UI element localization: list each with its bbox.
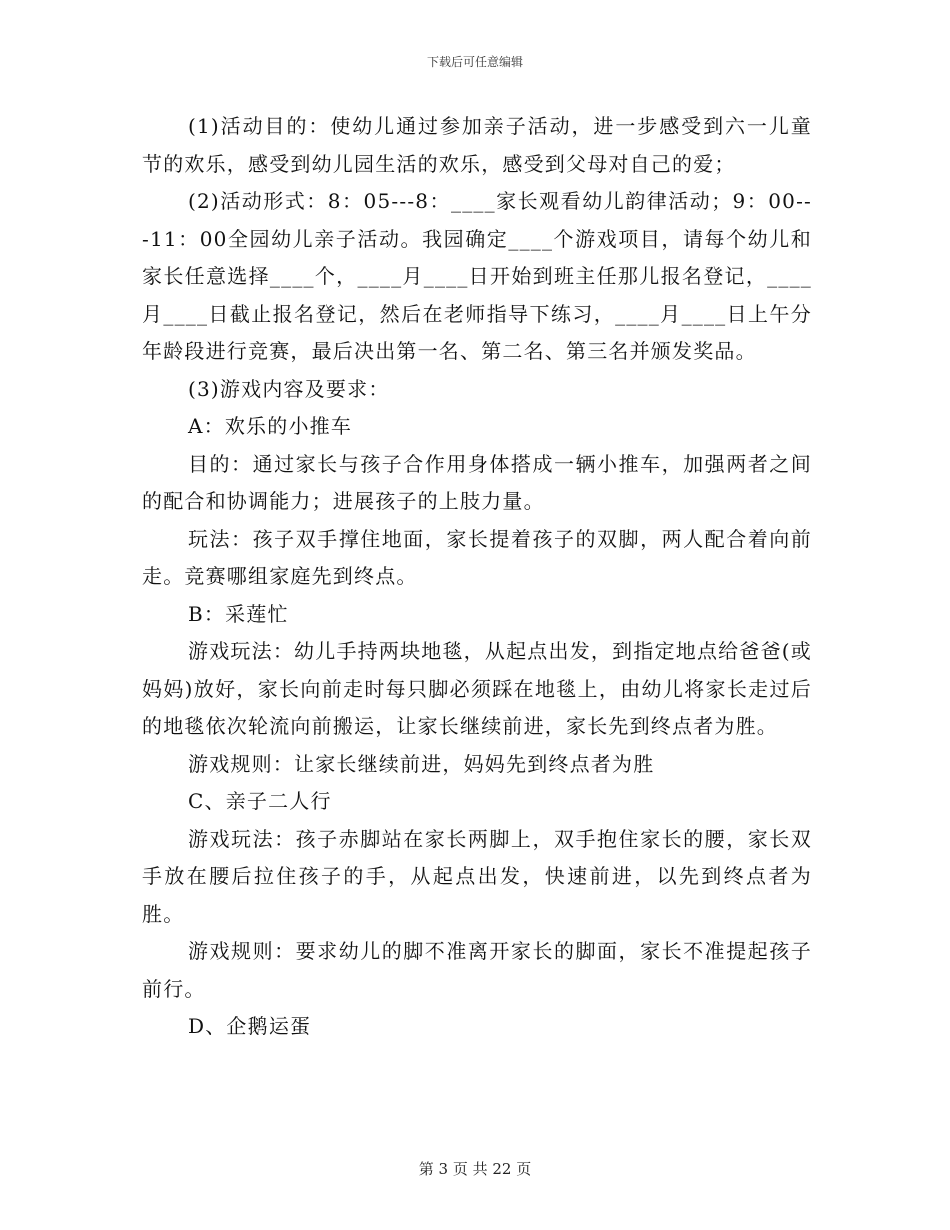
paragraph-activity-purpose: (1)活动目的：使幼儿通过参加亲子活动，进一步感受到六一儿童节的欢乐，感受到幼儿园生活的欢乐，感受到父母对自己的爱； bbox=[142, 114, 812, 176]
paragraph-game-c-title: C、亲子二人行 bbox=[188, 789, 332, 813]
paragraph-game-a-rules: 玩法：孩子双手撑住地面，家长提着孩子的双脚，两人配合着向前走。竞赛哪组家庭先到终点。 bbox=[142, 526, 812, 588]
paragraph-game-a-title: A：欢乐的小推车 bbox=[188, 414, 353, 438]
paragraph-game-b-title: B：采莲忙 bbox=[188, 601, 289, 626]
page-number-footer: 第 3 页 共 22 页 bbox=[418, 1160, 532, 1178]
page-header-note: 下载后可任意编辑 bbox=[426, 55, 523, 69]
paragraph-game-d-title: D、企鹅运蛋 bbox=[188, 1014, 312, 1038]
paragraph-game-c-play: 游戏玩法：孩子赤脚站在家长两脚上，双手抱住家长的腰，家长双手放在腰后拉住孩子的手，从起点出发，快速前进，以先到终点者为胜。 bbox=[142, 826, 812, 926]
paragraph-game-content-heading: (3)游戏内容及要求： bbox=[188, 376, 390, 401]
paragraph-game-a-purpose: 目的：通过家长与孩子合作用身体搭成一辆小推车，加强两者之间的配合和协调能力；进展孩子的上肢力量。 bbox=[142, 451, 812, 513]
paragraph-game-b-play: 游戏玩法：幼儿手持两块地毯，从起点出发，到指定地点给爸爸(或妈妈)放好，家长向前走时每只脚必须踩在地毯上，由幼儿将家长走过后的地毯依次轮流向前搬运，让家长继续前进，家长先到终点者为胜。 bbox=[142, 639, 812, 738]
document-body bbox=[142, 108, 812, 1046]
paragraph-game-b-rules: 游戏规则：让家长继续前进，妈妈先到终点者为胜 bbox=[188, 751, 655, 776]
paragraph-activity-form: (2)活动形式：8：05---8：____家长观看幼儿韵律活动；9：00---11：00全园幼儿亲子活动。我园确定____个游戏项目，请每个幼儿和家长任意选择____个，____月____日开始到班主任那儿报名登记，____月____日截止报名登记，然后在老师指导下练习，____月____日上午分年龄段进行竞赛，最后决出第一名、第二名、第三名并颁发奖品。 bbox=[142, 189, 812, 363]
paragraph-game-c-rules: 游戏规则：要求幼儿的脚不准离开家长的脚面，家长不准提起孩子前行。 bbox=[142, 939, 812, 1001]
